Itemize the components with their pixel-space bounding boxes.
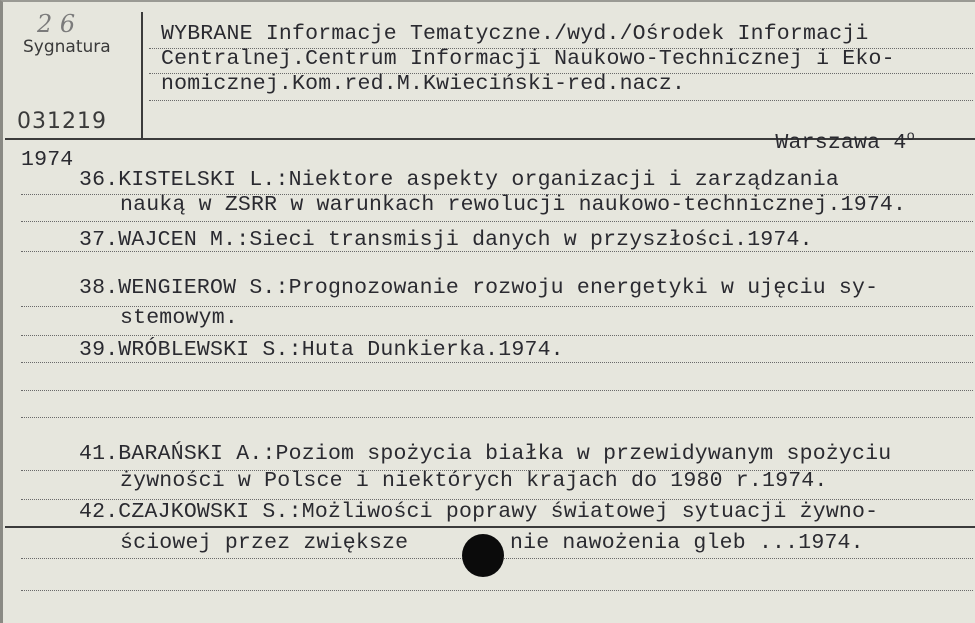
ruled-line [21, 362, 973, 363]
heading-line-2: Centralnej.Centrum Informacji Naukowo-Technicznej i Eko- [161, 47, 895, 71]
ruled-line [21, 417, 973, 418]
entry-37-line-1: 37.WAJCEN M.:Sieci transmisji danych w przyszłości.1974. [79, 228, 813, 252]
ruled-line [21, 335, 973, 336]
punch-hole [462, 534, 504, 577]
entry-42-line-1: 42.CZAJKOWSKI S.:Możliwości poprawy światowej sytuacji żywno- [79, 500, 879, 524]
entry-39-line-1: 39.WRÓBLEWSKI S.:Huta Dunkierka.1974. [79, 338, 564, 362]
place-format [723, 108, 915, 176]
vertical-rule [141, 12, 143, 140]
entry-41-line-1: 41.BARAŃSKI A.:Poziom spożycia białka w przewidywanym spożyciu [79, 442, 892, 466]
call-number: 031219 [17, 109, 107, 134]
ruled-line [21, 590, 973, 591]
handwritten-note: 2 6 [37, 10, 76, 38]
ruled-line [21, 221, 973, 222]
entry-36-line-2: nauką w ZSRR w warunkach rewolucji naukowo-technicznej.1974. [120, 193, 907, 217]
signature-label: Sygnatura [23, 37, 111, 57]
place-text: Warszawa 4 [775, 130, 907, 155]
entry-42-line-2b: nie nawożenia gleb ...1974. [510, 531, 864, 555]
format-superscript: o [906, 128, 916, 145]
entry-42-line-2a: ściowej przez zwiększe [120, 531, 409, 555]
ruled-line [149, 100, 973, 101]
heading-line-3: nomicznej.Kom.red.M.Kwieciński-red.nacz. [161, 72, 686, 96]
entry-36-line-1: 36.KISTELSKI L.:Niektore aspekty organizacji i zarządzania [79, 168, 839, 192]
ruled-line [21, 390, 973, 391]
year: 1974 [21, 148, 74, 172]
entry-38-line-2: stemowym. [120, 306, 238, 330]
ruled-line [21, 251, 973, 252]
entry-38-line-1: 38.WENGIEROW S.:Prognozowanie rozwoju energetyki w ujęciu sy- [79, 276, 879, 300]
heading-line-1: WYBRANE Informacje Tematyczne./wyd./Ośrodek Informacji [161, 22, 869, 46]
bottom-rule [5, 526, 975, 528]
entry-41-line-2: żywności w Polsce i niektórych krajach do 1980 r.1974. [120, 469, 828, 493]
